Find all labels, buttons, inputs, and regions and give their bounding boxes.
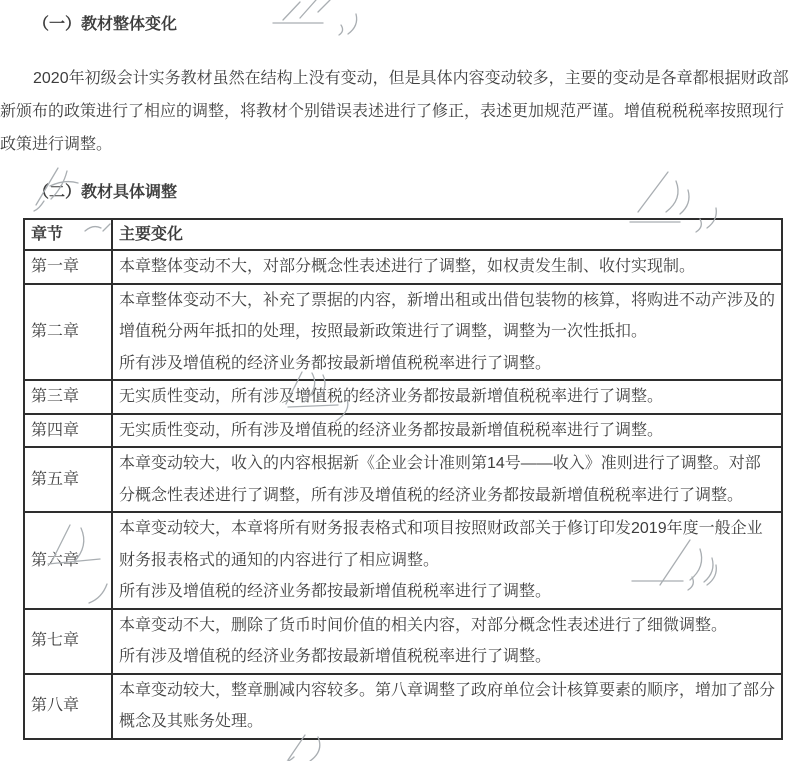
section-heading-overall-changes: （一）教材整体变化 — [33, 16, 178, 33]
change-paragraph: 本章整体变动不大，对部分概念性表述进行了调整，如权责发生制、收付实现制。 — [119, 258, 696, 275]
change-paragraph: 所有涉及增值税的经济业务都按最新增值税税率进行了调整。 — [119, 354, 552, 372]
table-row — [24, 609, 782, 674]
changes-cell — [112, 414, 782, 448]
changes-cell — [112, 512, 782, 609]
table-header-row — [24, 219, 782, 250]
chapter-cell: 第一章 — [24, 250, 112, 284]
chapter-cell: 第四章 — [24, 414, 112, 448]
change-paragraph: 本章变动较大，整章删减内容较多。第八章调整了政府单位会计核算要素的顺序，增加了部分概念及其账务处理。 — [119, 681, 776, 730]
column-header-main-changes: 主要变化 — [112, 219, 782, 250]
change-paragraph: 无实质性变动，所有涉及增值税的经济业务都按最新增值税税率进行了调整。 — [119, 421, 664, 439]
table-row — [24, 512, 782, 609]
change-paragraph: 所有涉及增值税的经济业务都按最新增值税税率进行了调整。 — [119, 583, 552, 600]
chapter-changes-table — [23, 218, 783, 740]
change-paragraph: 本章变动不大，删除了货币时间价值的相关内容，对部分概念性表述进行了细微调整。 — [119, 616, 728, 634]
table-row — [24, 674, 782, 739]
table-row — [24, 250, 782, 284]
chapter-cell: 第三章 — [24, 380, 112, 414]
table-row — [24, 447, 782, 512]
change-paragraph: 无实质性变动，所有涉及增值税的经济业务都按最新增值税税率进行了调整。 — [119, 388, 664, 405]
table-header — [24, 219, 782, 250]
chapter-cell: 第七章 — [24, 609, 112, 674]
change-paragraph: 本章变动较大，本章将所有财务报表格式和项目按照财政部关于修订印发2019年度一般企业财务报表格式的通知的内容进行了相应调整。 — [119, 520, 763, 569]
chapter-cell: 第八章 — [24, 674, 112, 739]
change-paragraph: 本章整体变动不大，补充了票据的内容，新增出租或出借包装物的核算，将购进不动产涉及的增值税分两年抵扣的处理，按照最新政策进行了调整，调整为一次性抵扣。 — [119, 291, 776, 340]
changes-cell — [112, 380, 782, 414]
changes-cell — [112, 284, 782, 381]
chapter-cell: 第六章 — [24, 512, 112, 609]
section-heading-specific-adjustments: （二）教材具体调整 — [33, 184, 178, 201]
column-header-chapter: 章节 — [24, 219, 112, 250]
chapter-cell: 第二章 — [24, 284, 112, 381]
changes-cell — [112, 674, 782, 739]
chapter-cell: 第五章 — [24, 447, 112, 512]
table-row — [24, 380, 782, 414]
intro-paragraph: 2020年初级会计实务教材虽然在结构上没有变动，但是具体内容变动较多，主要的变动是各章都根据财政部新颁布的政策进行了相应的调整，将教材个别错误表述进行了修正，表述更加规范严谨。增值税税税率按照现行政策进行调整。 — [0, 70, 789, 153]
changes-cell — [112, 609, 782, 674]
changes-cell — [112, 447, 782, 512]
table-row — [24, 284, 782, 381]
table-row — [24, 414, 782, 448]
table-body — [24, 250, 782, 739]
changes-cell — [112, 250, 782, 284]
change-paragraph: 所有涉及增值税的经济业务都按最新增值税税率进行了调整。 — [119, 648, 552, 665]
change-paragraph: 本章变动较大，收入的内容根据新《企业会计准则第14号——收入》准则进行了调整。对部分概念性表述进行了调整，所有涉及增值税的经济业务都按最新增值税税率进行了调整。 — [119, 455, 761, 504]
